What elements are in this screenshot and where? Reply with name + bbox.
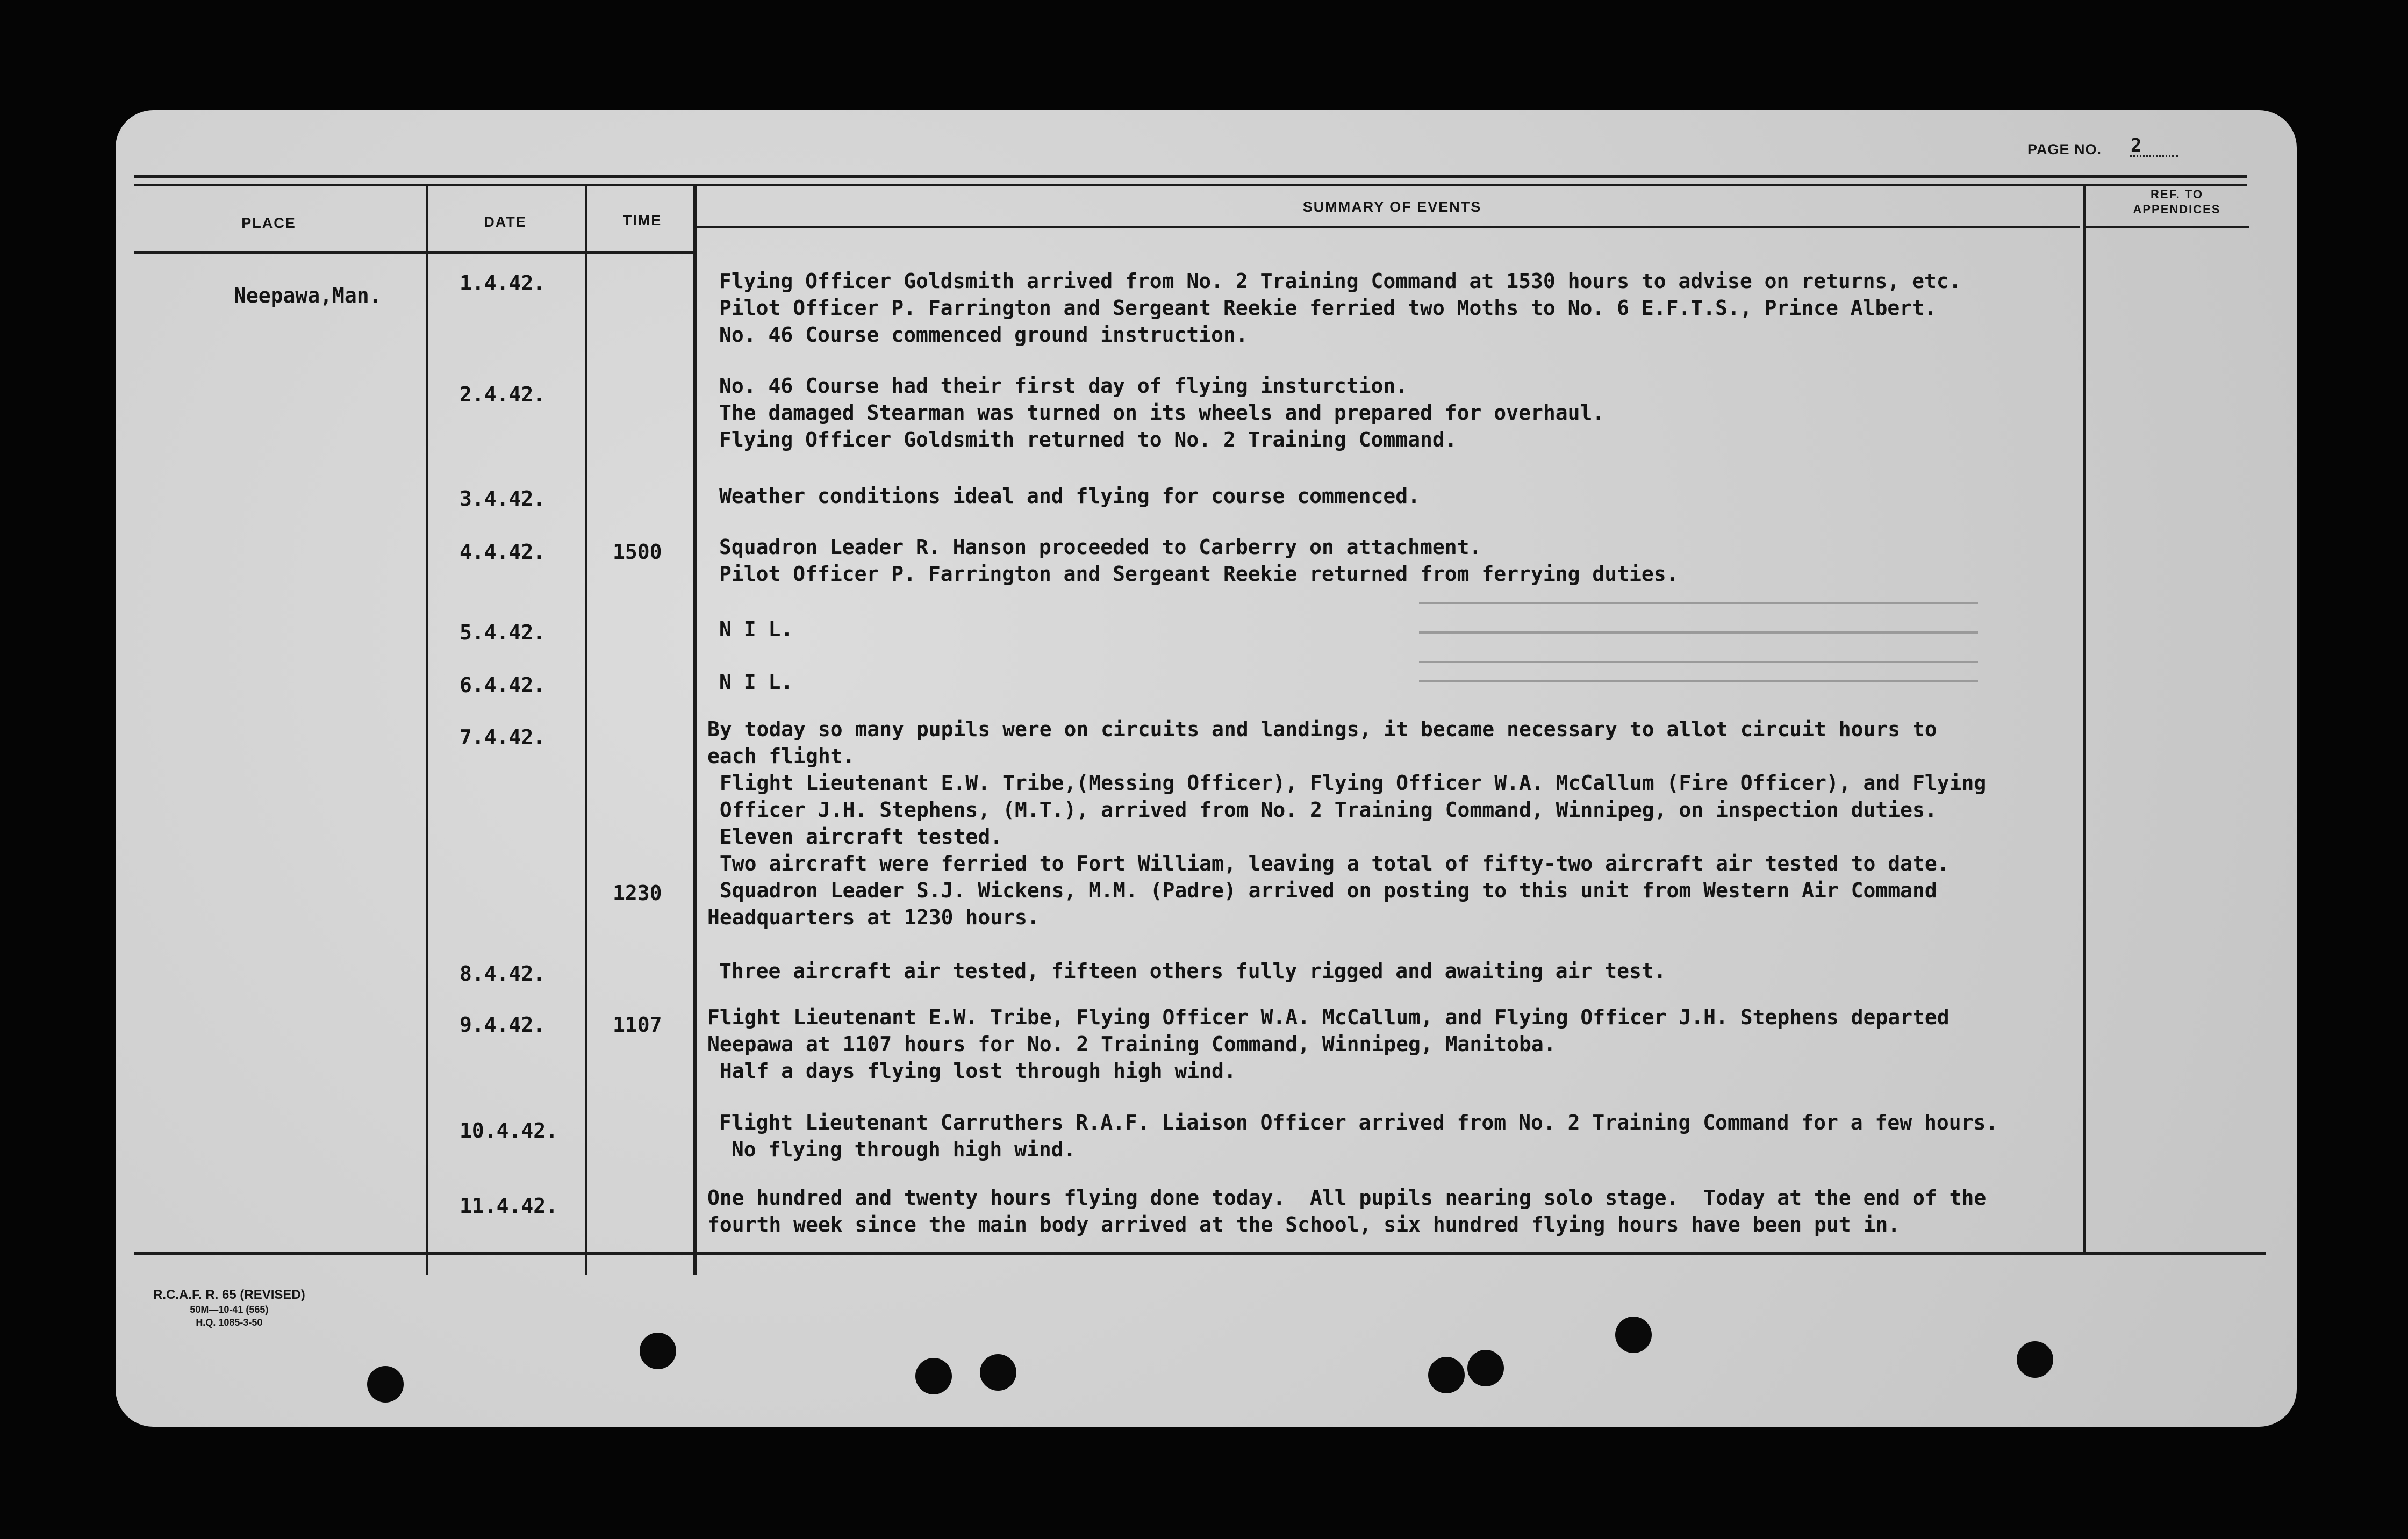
date-time-divider (585, 184, 587, 1275)
punch-hole (1615, 1317, 1652, 1353)
entry-summary: Weather conditions ideal and flying for course commenced. (719, 484, 1421, 508)
form-id-line1: R.C.A.F. R. 65 (REVISED) (153, 1288, 305, 1302)
col-ref-line2: APPENDICES (2133, 203, 2221, 216)
entry-date: 6.4.42. (460, 673, 546, 697)
entry-summary: N I L. (719, 670, 793, 694)
entry-time: 1230 (613, 881, 662, 905)
entry-summary: By today so many pupils were on circuits and landings, it became necessary to allot circuit hours to each flight. Flight Lieutenant E.W. Tribe,(Messing Officer), Flying Officer W.A. McCallum (Fire Officer), and Flying Officer J.H. Stephens, (M.T.), arrived from No. 2 Training Command, Winnipeg, on inspection duties. Eleven aircraft tested. Two aircraft were ferried to Fort William, leaving a total of fifty-two aircraft air tested to date. Squadron Leader S.J. Wickens, M.M. (Padre) arrived on posting to this unit from Western Air Command Headquarters at 1230 hours. (707, 717, 1987, 929)
col-ref-line1: REF. TO (2151, 188, 2203, 201)
entry-date: 9.4.42. (460, 1013, 546, 1037)
form-identifier (153, 1287, 305, 1329)
col-time-heading: TIME (622, 212, 662, 228)
place-value: Neepawa,Man. (234, 284, 382, 307)
punch-hole (2017, 1341, 2053, 1378)
ghost-rule (1419, 631, 1978, 634)
time-summary-divider (693, 184, 697, 1275)
entry-date: 2.4.42. (460, 383, 546, 406)
entry-summary: N I L. (719, 617, 793, 641)
punch-hole (367, 1366, 404, 1403)
page-number (2027, 135, 2142, 158)
entry-date: 5.4.42. (460, 621, 546, 644)
entry-summary: Squadron Leader R. Hanson proceeded to Carberry on attachment. Pilot Officer P. Farrington and Sergeant Reekie returned from ferrying duties. (719, 535, 1679, 586)
ghost-rule (1419, 680, 1978, 682)
page-number-value: 2 (2131, 135, 2142, 156)
entry-summary: No. 46 Course had their first day of flying insturction. The damaged Stearman was turned on its wheels and prepared for overhaul. Flying Officer Goldsmith returned to No. 2 Training Command. (719, 374, 1605, 451)
ghost-rule (1419, 661, 1978, 663)
punch-hole (980, 1354, 1016, 1391)
ghost-rule (1419, 602, 1978, 604)
page-number-dots (2130, 155, 2178, 157)
entry-date: 8.4.42. (460, 962, 546, 986)
top-rule-thin (134, 184, 2247, 186)
entry-summary: Flying Officer Goldsmith arrived from No. 2 Training Command at 1530 hours to advise on returns, etc. Pilot Officer P. Farrington and Sergeant Reekie ferried two Moths to No. 6 E.F.T.S., Prince Albert. No. 46 Course commenced ground instruction. (719, 269, 1961, 347)
entry-date: 1.4.42. (460, 271, 546, 295)
left-header-rule (134, 251, 693, 254)
summary-header-rule (693, 226, 2080, 228)
entry-date: 10.4.42. (460, 1119, 558, 1142)
bottom-rule (134, 1252, 2266, 1255)
entry-summary: One hundred and twenty hours flying done today. All pupils nearing solo stage. Today at the end of the fourth week since the main body arrived at the School, six hundred flying hours have been put in. (707, 1186, 1987, 1236)
ref-header-rule (2086, 226, 2249, 228)
punch-hole (1467, 1350, 1504, 1386)
entry-summary: Flight Lieutenant E.W. Tribe, Flying Officer W.A. McCallum, and Flying Officer J.H. Stephens departed Neepawa at 1107 hours for No. 2 Training Command, Winnipeg, Manitoba. Half a days flying lost through high wind. (707, 1005, 1950, 1083)
punch-hole (640, 1333, 676, 1369)
entry-time: 1500 (613, 540, 662, 564)
page-number-label: PAGE NO. (2027, 141, 2102, 157)
place-date-divider (426, 184, 428, 1275)
entry-summary: Flight Lieutenant Carruthers R.A.F. Liaison Officer arrived from No. 2 Training Command for a few hours. No flying through high wind. (719, 1111, 1998, 1161)
entry-date: 7.4.42. (460, 725, 546, 749)
col-summary-heading: SUMMARY OF EVENTS (1302, 199, 1482, 215)
punch-hole (915, 1358, 952, 1394)
entry-date: 3.4.42. (460, 487, 546, 510)
entry-time: 1107 (613, 1013, 662, 1037)
form-id-line3: H.Q. 1085-3-50 (196, 1317, 263, 1328)
col-place-heading: PLACE (241, 215, 296, 231)
entry-date: 4.4.42. (460, 540, 546, 564)
top-rule (134, 175, 2247, 178)
col-ref-heading (2096, 187, 2258, 217)
summary-ref-divider (2083, 184, 2086, 1254)
punch-hole (1428, 1357, 1465, 1393)
entry-date: 11.4.42. (460, 1194, 558, 1218)
form-id-line2: 50M—10-41 (565) (190, 1304, 269, 1315)
entry-summary: Three aircraft air tested, fifteen others fully rigged and awaiting air test. (719, 959, 1666, 983)
col-date-heading: DATE (484, 214, 527, 230)
